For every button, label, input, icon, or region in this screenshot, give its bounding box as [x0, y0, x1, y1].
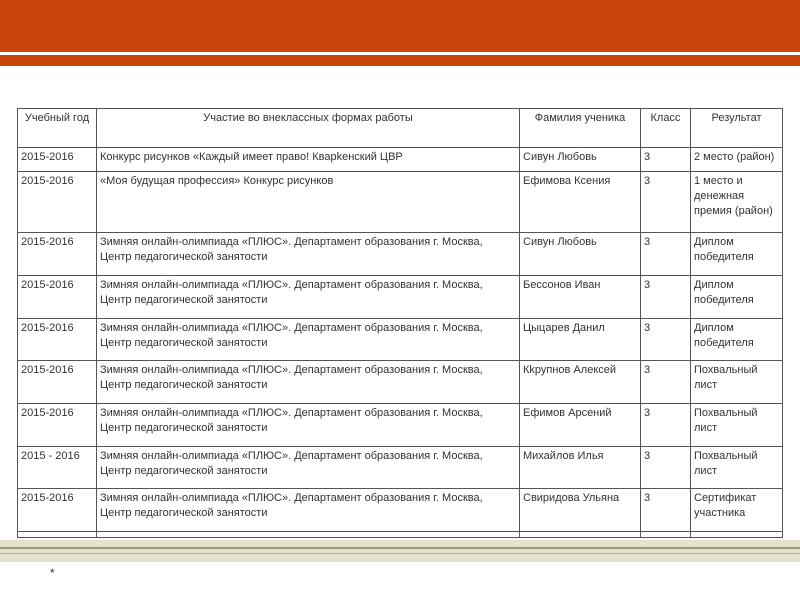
cell-year: 2015-2016: [18, 172, 97, 233]
cell-student: Цыцарев Данил: [520, 318, 641, 361]
cell-class: 3: [641, 172, 691, 233]
cell-activity: Зимняя онлайн-олимпиада «ПЛЮС». Департамент образования г. Москва, Центр педагогической занятости: [97, 446, 520, 489]
table-row: [18, 172, 783, 233]
footer-divider-thin: [0, 553, 800, 554]
cell-class: 3: [641, 361, 691, 404]
cell-student: Кkрупнов Алексей: [520, 361, 641, 404]
cell-class: 3: [641, 233, 691, 276]
awards-table: [17, 108, 783, 538]
cell-student: Бессонов Иван: [520, 275, 641, 318]
accent-stripe: [0, 55, 800, 66]
table-row: [18, 531, 783, 537]
title-bar: [0, 0, 800, 52]
cell-year: 2015-2016: [18, 318, 97, 361]
cell-year: 2015-2016: [18, 489, 97, 532]
table-row: [18, 403, 783, 446]
cell-result: [691, 531, 783, 537]
cell-result: Диплом победителя: [691, 233, 783, 276]
table-row: [18, 318, 783, 361]
footer-band: [0, 540, 800, 562]
cell-activity: [97, 531, 520, 537]
cell-student: Свиридова Ульяна: [520, 489, 641, 532]
header-class: Класс: [641, 109, 691, 148]
cell-student: [520, 531, 641, 537]
cell-activity: Зимняя онлайн-олимпиада «ПЛЮС». Департамент образования г. Москва, Центр педагогической занятости: [97, 275, 520, 318]
cell-result: Диплом победителя: [691, 275, 783, 318]
cell-result: Сертификат участника: [691, 489, 783, 532]
cell-activity: Зимняя онлайн-олимпиада «ПЛЮС». Департамент образования г. Москва, Центр педагогической занятости: [97, 489, 520, 532]
footer-asterisk: *: [50, 566, 55, 580]
cell-year: 2015-2016: [18, 361, 97, 404]
cell-year: 2015-2016: [18, 233, 97, 276]
cell-result: Похвальный лист: [691, 446, 783, 489]
table-row: [18, 446, 783, 489]
table-header-row: [18, 109, 783, 148]
table-row: [18, 275, 783, 318]
cell-year: 2015-2016: [18, 275, 97, 318]
cell-class: 3: [641, 275, 691, 318]
cell-class: 3: [641, 148, 691, 172]
cell-student: Михайлов Илья: [520, 446, 641, 489]
cell-year: 2015-2016: [18, 403, 97, 446]
cell-student: Ефимова Ксения: [520, 172, 641, 233]
cell-result: Похвальный лист: [691, 361, 783, 404]
header-result: Результат: [691, 109, 783, 148]
header-student: Фамилия ученика: [520, 109, 641, 148]
header-activity: Участие во внеклассных формах работы: [97, 109, 520, 148]
cell-result: 1 место и денежная премия (район): [691, 172, 783, 233]
cell-activity: Конкурс рисунков «Каждый имеет право! Кварkенский ЦВР: [97, 148, 520, 172]
cell-student: Сивун Любовь: [520, 148, 641, 172]
table-row: [18, 148, 783, 172]
cell-class: [641, 531, 691, 537]
cell-activity: «Моя будущая профессия» Конкурс рисунков: [97, 172, 520, 233]
header-year: Учебный год: [18, 109, 97, 148]
table-row: [18, 361, 783, 404]
cell-year: [18, 531, 97, 537]
cell-result: 2 место (район): [691, 148, 783, 172]
cell-class: 3: [641, 489, 691, 532]
cell-result: Диплом победителя: [691, 318, 783, 361]
cell-activity: Зимняя онлайн-олимпиада «ПЛЮС». Департамент образования г. Москва, Центр педагогической занятости: [97, 361, 520, 404]
footer-divider: [0, 547, 800, 549]
cell-activity: Зимняя онлайн-олимпиада «ПЛЮС». Департамент образования г. Москва, Центр педагогической занятости: [97, 318, 520, 361]
cell-class: 3: [641, 446, 691, 489]
cell-result: Похвальный лист: [691, 403, 783, 446]
table-row: [18, 489, 783, 532]
cell-activity: Зимняя онлайн-олимпиада «ПЛЮС». Департамент образования г. Москва, Центр педагогической занятости: [97, 233, 520, 276]
cell-class: 3: [641, 403, 691, 446]
cell-student: Ефимов Арсений: [520, 403, 641, 446]
cell-class: 3: [641, 318, 691, 361]
cell-student: Сивун Любовь: [520, 233, 641, 276]
cell-year: 2015-2016: [18, 148, 97, 172]
cell-year: 2015 - 2016: [18, 446, 97, 489]
table-row: [18, 233, 783, 276]
cell-activity: Зимняя онлайн-олимпиада «ПЛЮС». Департамент образования г. Москва, Центр педагогической занятости: [97, 403, 520, 446]
